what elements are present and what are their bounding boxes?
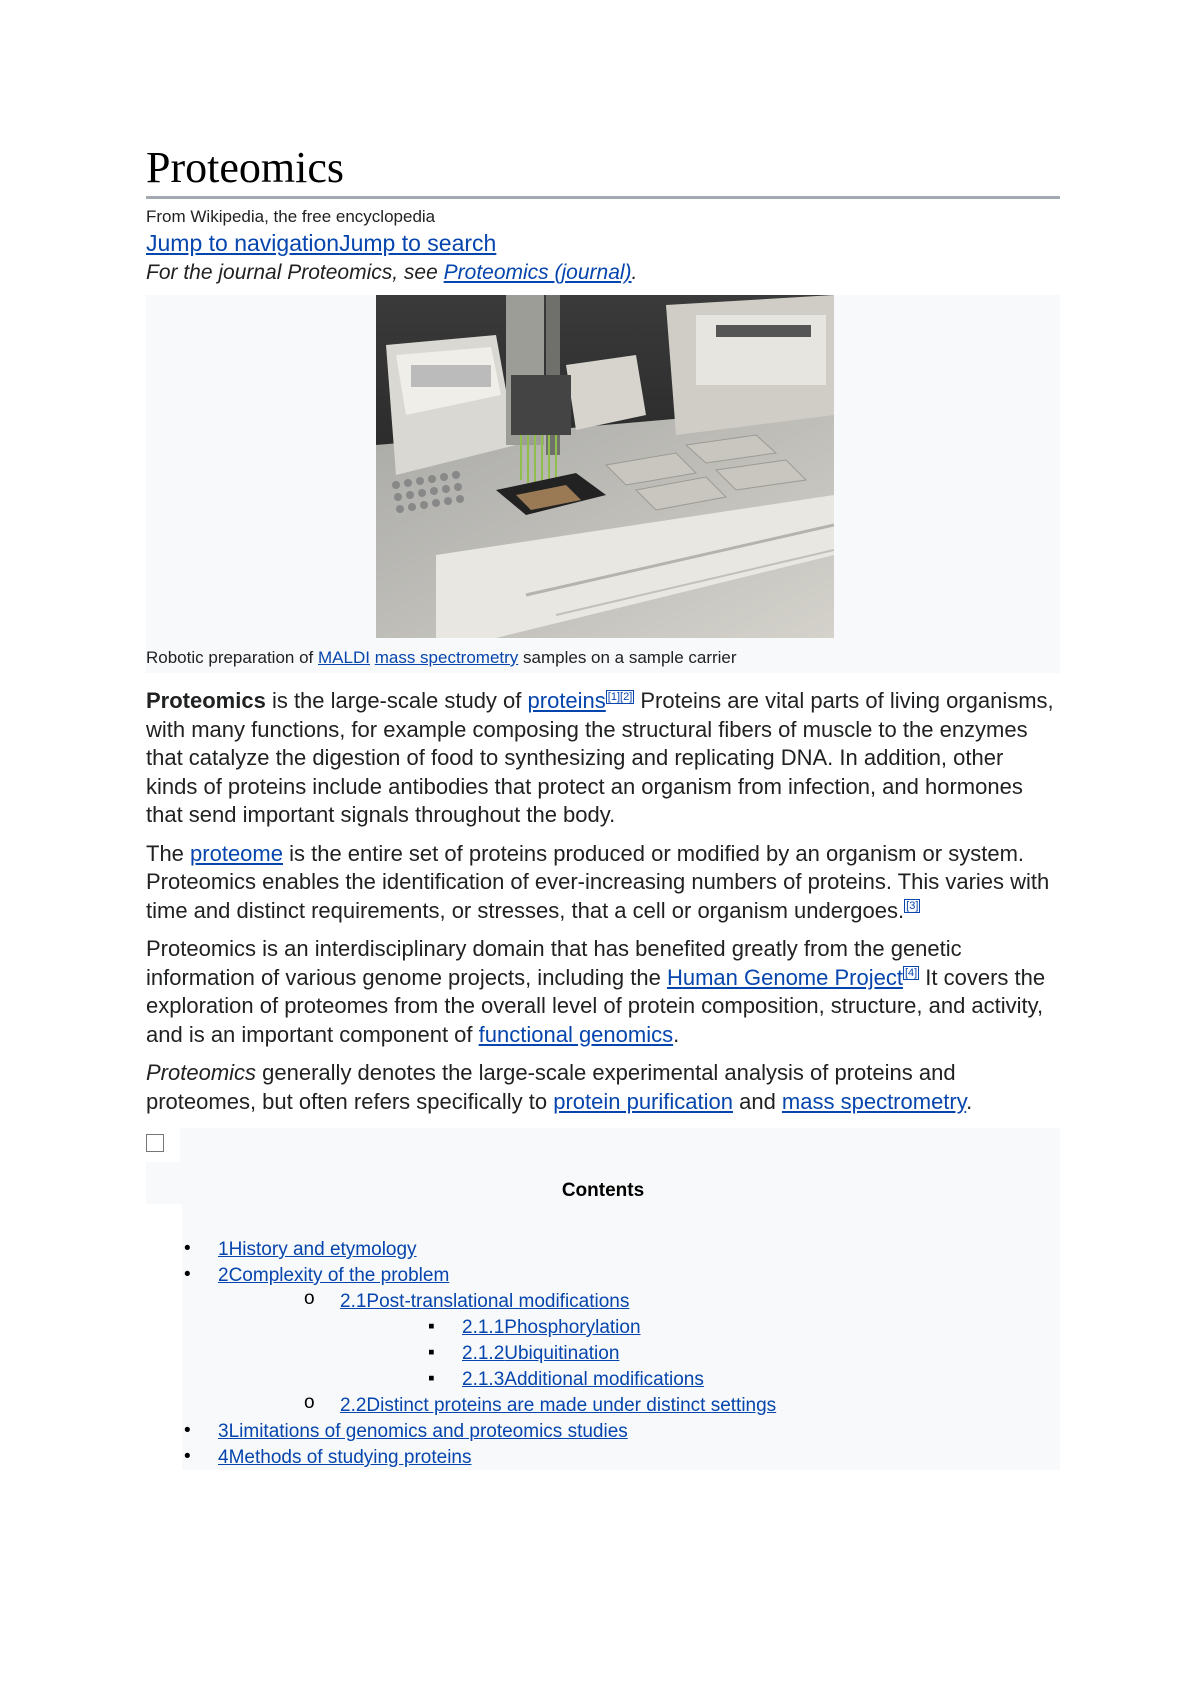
text: .	[966, 1088, 973, 1114]
text: It covers the exploration of proteomes from the overall level of protein composition, structure, and activity, and is an important component of	[146, 964, 1046, 1047]
toc-bullet: ▪	[428, 1316, 435, 1337]
text: is the entire set of proteins produced or modified by an organism or system. Proteomics enables the identification of ever-increasing numbers of proteins. This varies with time and distinct requirements, or stresses, that a cell or organism undergoes.	[146, 840, 1050, 923]
text: generally denotes the large-scale experimental analysis of proteins and proteomes, but often refers specifically to	[146, 1060, 956, 1114]
toc-number: 2.1.3	[462, 1369, 505, 1390]
toc-number: 1	[218, 1239, 229, 1260]
toc-link[interactable]	[462, 1369, 704, 1390]
bold-term: Proteomics	[146, 688, 266, 713]
text: and	[732, 1088, 782, 1114]
reference-3	[904, 899, 920, 913]
toc-toggle-checkbox[interactable]	[146, 1134, 164, 1152]
hatnote-text: For the journal Proteomics, see	[146, 261, 444, 284]
text: .	[673, 1021, 680, 1047]
toc-label: Limitations of genomics and proteomics studies	[228, 1421, 628, 1442]
toc-item-complexity[interactable]	[218, 1264, 449, 1288]
toc-link[interactable]	[218, 1265, 449, 1286]
text: Proteins are vital parts of living organisms, with many functions, for example composing the structural fibers of muscle to the enzymes that catalyze the digestion of food to synthesizing and replicating DNA. In addition, other kinds of proteins include antibodies that protect an organism from infection, and hormones that send important signals throughout the body.	[146, 688, 1054, 827]
mass-spectrometry-link[interactable]: mass spectrometry	[374, 648, 519, 667]
proteome-link[interactable]: proteome	[190, 840, 283, 866]
protein-purification-link[interactable]: protein purification	[553, 1088, 733, 1114]
toc-bullet: o	[304, 1392, 315, 1413]
paragraph-proteome	[146, 840, 1060, 926]
toc-number: 4	[218, 1447, 229, 1468]
proteomics-journal-link[interactable]: Proteomics (journal)	[443, 261, 632, 284]
text: The	[146, 840, 191, 866]
proteins-link[interactable]: proteins	[527, 688, 606, 713]
toc-item-distinct-proteins[interactable]	[340, 1394, 776, 1418]
reference-4	[903, 966, 919, 980]
figure-caption	[146, 648, 737, 668]
toc-label: History and etymology	[228, 1239, 417, 1260]
toc-item-additional-modifications[interactable]	[462, 1368, 704, 1392]
citation-link[interactable]: [3]	[906, 900, 919, 913]
toc-label: Methods of studying proteins	[228, 1447, 472, 1468]
citation-link[interactable]: [1][2]	[607, 690, 633, 703]
toc-number: 2.1	[340, 1291, 367, 1312]
toc-link[interactable]	[218, 1447, 472, 1468]
text: Proteomics is an interdisciplinary domain that has benefited greatly from the genetic information of various genome projects, including the	[146, 936, 962, 990]
robotic-maldi-photo[interactable]	[376, 295, 834, 638]
toc-number: 2.2	[340, 1395, 367, 1416]
functional-genomics-link[interactable]: functional genomics	[478, 1021, 674, 1047]
tagline: From Wikipedia, the free encyclopedia	[146, 207, 436, 226]
toc-bullet: o	[304, 1288, 315, 1309]
hatnote-period: .	[631, 261, 638, 284]
toc-item-post-translational[interactable]	[340, 1290, 629, 1314]
toc-label: Post-translational modifications	[366, 1291, 630, 1312]
caption-text: Robotic preparation of	[146, 648, 318, 667]
toc-number: 2	[218, 1265, 229, 1286]
article	[146, 140, 1060, 1470]
hatnote	[146, 259, 1060, 287]
reference-1-2	[606, 690, 634, 704]
toc-number: 2.1.2	[462, 1343, 505, 1364]
caption-suffix: samples on a sample carrier	[518, 648, 737, 667]
human-genome-project-link[interactable]: Human Genome Project	[666, 964, 903, 990]
toc-item-history[interactable]	[218, 1238, 417, 1262]
jump-links	[146, 229, 1060, 257]
toc-link[interactable]	[340, 1291, 629, 1312]
table-of-contents	[146, 1128, 1060, 1470]
toc-link[interactable]	[462, 1317, 641, 1338]
toc-bullet: •	[184, 1446, 191, 1467]
paragraph-intro	[146, 687, 1060, 830]
toc-number: 2.1.1	[462, 1317, 505, 1338]
toc-bullet: •	[184, 1238, 191, 1259]
toc-label: Ubiquitination	[504, 1343, 620, 1364]
toc-bullet: ▪	[428, 1368, 435, 1389]
toc-number: 3	[218, 1421, 229, 1442]
text: is the large-scale study of	[265, 688, 528, 713]
toc-link[interactable]	[218, 1421, 628, 1442]
thumbnail-figure	[146, 295, 1060, 673]
toc-item-phosphorylation[interactable]	[462, 1316, 641, 1340]
toc-margin	[146, 1204, 182, 1470]
jump-to-search-link[interactable]: Jump to search	[339, 230, 497, 256]
toc-bullet: •	[184, 1264, 191, 1285]
toc-item-limitations[interactable]	[218, 1420, 628, 1444]
paragraph-interdisciplinary	[146, 935, 1060, 1049]
toc-item-methods[interactable]	[218, 1446, 472, 1470]
toc-label: Phosphorylation	[504, 1317, 641, 1338]
page-title: Proteomics	[146, 140, 1060, 199]
italic-term: Proteomics	[146, 1060, 257, 1085]
toc-bullet: •	[184, 1420, 191, 1441]
toc-item-ubiquitination[interactable]	[462, 1342, 619, 1366]
paragraph-definition	[146, 1059, 1060, 1116]
toc-link[interactable]	[462, 1343, 619, 1364]
mass-spectrometry-link-2[interactable]: mass spectrometry	[781, 1088, 967, 1114]
toc-label: Distinct proteins are made under distinct settings	[366, 1395, 777, 1416]
maldi-link[interactable]: MALDI	[318, 648, 370, 667]
jump-to-navigation-link[interactable]: Jump to navigation	[146, 230, 340, 256]
citation-link[interactable]: [4]	[904, 967, 918, 980]
toc-title: Contents	[561, 1180, 645, 1201]
toc-label: Complexity of the problem	[228, 1265, 450, 1286]
toc-bullet: ▪	[428, 1342, 435, 1363]
toc-link[interactable]	[340, 1395, 776, 1416]
toc-label: Additional modifications	[504, 1369, 704, 1390]
toc-link[interactable]	[218, 1239, 417, 1260]
